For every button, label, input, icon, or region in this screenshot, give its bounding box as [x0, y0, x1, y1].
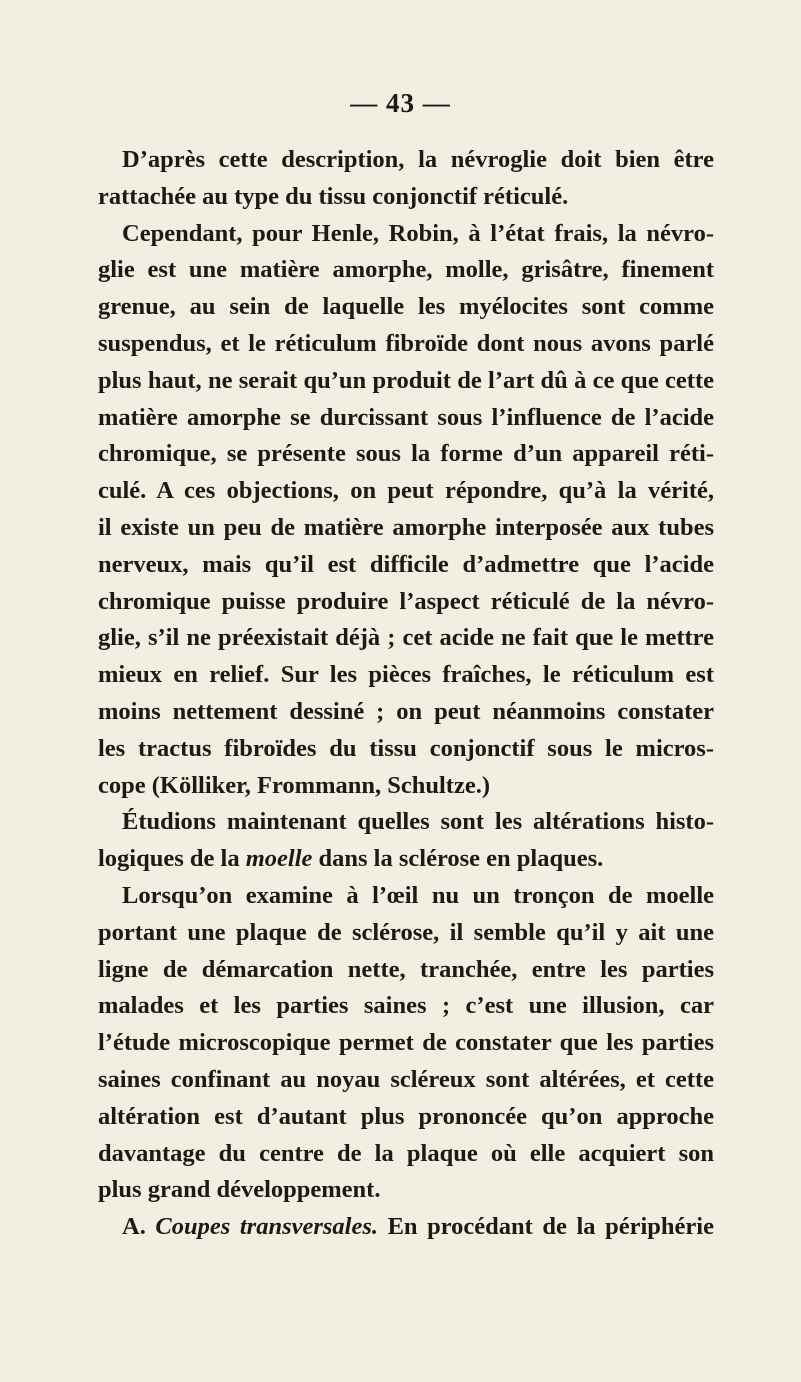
text-line: saines confinant au noyau scléreux sont altérées, et cette — [98, 1065, 714, 1093]
text-line: grenue, au sein de laquelle les myélocites sont comme — [98, 293, 714, 321]
text-line: plus haut, ne serait qu’un produit de l’art dû à ce que cette — [98, 366, 714, 394]
body-text — [98, 142, 714, 1246]
text-span: A. — [122, 1213, 156, 1241]
text-line: mieux en relief. Sur les pièces fraîches, le réticulum est — [98, 661, 714, 689]
text-line: cope (Kölliker, Frommann, Schultze.) — [98, 771, 490, 799]
text-line: Lorsqu’on examine à l’œil nu un tronçon de moelle — [122, 881, 714, 909]
text-line: ligne de démarcation nette, tranchée, entre les parties — [98, 955, 714, 983]
text-line: Cependant, pour Henle, Robin, à l’état frais, la névro- — [122, 219, 714, 247]
text-line: glie est une matière amorphe, molle, grisâtre, finement — [98, 256, 714, 284]
page-number: — 43 — — [350, 88, 451, 118]
text-line: moins nettement dessiné ; on peut néanmoins constater — [98, 697, 714, 725]
text-span: logiques de la — [98, 845, 246, 873]
text-line: l’étude microscopique permet de constater que les parties — [98, 1029, 714, 1057]
text-line: les tractus fibroïdes du tissu conjonctif sous le micros- — [98, 734, 714, 762]
text-span: dans la sclérose en plaques. — [312, 845, 604, 873]
text-line: rattachée au type du tissu conjonctif réticulé. — [98, 182, 569, 210]
text-line — [98, 841, 714, 878]
text-line: portant une plaque de sclérose, il semble qu’il y ait une — [98, 918, 714, 946]
text-line: chromique, se présente sous la forme d’un appareil réti- — [98, 440, 714, 468]
text-line: plus grand développement. — [98, 1176, 381, 1204]
text-line: altération est d’autant plus prononcée qu’on approche — [98, 1102, 714, 1130]
text-line — [98, 1209, 714, 1246]
text-span: En procédant de la périphérie — [378, 1213, 714, 1241]
text-line: suspendus, et le réticulum fibroïde dont nous avons parlé — [98, 329, 714, 357]
text-line: Étudions maintenant quelles sont les altérations histo- — [122, 808, 714, 836]
italic-text: moelle — [245, 845, 313, 873]
text-line: il existe un peu de matière amorphe interposée aux tubes — [98, 513, 714, 541]
text-line: D’après cette description, la névroglie doit bien être — [122, 146, 714, 173]
text-line: culé. A ces objections, on peut répondre, qu’à la vérité, — [98, 477, 714, 505]
text-line: matière amorphe se durcissant sous l’influence de l’acide — [98, 403, 714, 431]
text-line: chromique puisse produire l’aspect réticulé de la névro- — [98, 587, 714, 615]
text-line: nerveux, mais qu’il est difficile d’admettre que l’acide — [98, 550, 714, 578]
text-line: malades et les parties saines ; c’est une illusion, car — [98, 992, 714, 1020]
text-line: glie, s’il ne préexistait déjà ; cet acide ne fait que le mettre — [98, 624, 714, 652]
italic-text: Coupes transversales. — [155, 1213, 379, 1241]
text-line: davantage du centre de la plaque où elle acquiert son — [98, 1139, 714, 1167]
